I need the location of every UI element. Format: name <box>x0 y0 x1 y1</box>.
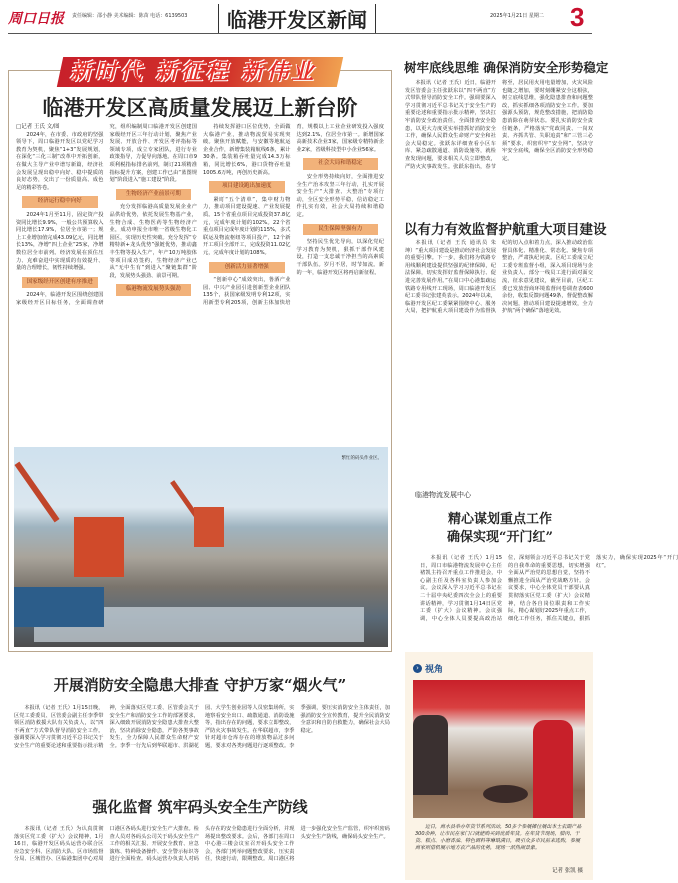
byline: □记者 王氏 文/图 <box>16 124 60 130</box>
paragraph: 2024年，临港开发区围绕创建国家级经开区目标任务，全面调查研究，组织编制周口临港开发区创建国家级经开区三年行动计划，聚焦产业发展、开放合作、开发区考评指标等领域专项，成立专家团队，进行专业政策指导，力促导向落地。在周口市9项利税指标排名前列，制订21项精准指标提升方案，创建工作已由“蓝图规划”阶段进入“施工建设”阶段。 <box>16 124 197 306</box>
section-label-text: 视角 <box>425 665 444 675</box>
subhead: 国家级经开区创建有序推进 <box>22 277 98 289</box>
subhead: 社会大局和谐稳定 <box>303 158 379 170</box>
article-headline: 树牢底线思维 确保消防安全形势稳定 <box>404 60 609 75</box>
section-title: 临港开发区新闻 <box>218 4 376 33</box>
paragraph: 2024年，在市委、市政府的坚强领导下，周口临港开发区以党纪学习教育为契机，聚焦“1+3”发展规划，在深化“三化三制”改革中开拓创新，在做大主导产业中谱写新篇，经济社会发展呈现出稳中向好、稳中提质的良好态势，交出了一份质量高、成色足的精彩答卷。 <box>16 131 104 191</box>
newspaper-logo: 周口日报 <box>8 11 64 27</box>
port-photo <box>14 447 388 647</box>
article-headline-line1: 精心谋划重点工作 <box>447 512 552 527</box>
photo-feature-box <box>405 652 593 880</box>
paragraph: 持续发挥港口区位优势，全面做大临港产业，推动物流贸易实现突破。聚焦开放赋能，与安徽等地航运企业合作，新增集装箱航线6条，累计30条。集装箱吞吐量完成14.3万标箱，同比增长6%，港口货物吞吐量1005.6万吨，再创历史新高。 <box>203 124 291 176</box>
paragraph: 坚持民生优先导向，以深化党纪学习教育为契机，狠抓干部作风建设，打造一支忠诚干净担当的高素质干部队伍。岁月不居，时节如流。新的一年，临港开发区将再启新征程。 <box>296 239 384 276</box>
paragraph: 2024年1月至11月，固定资产投资同比增长9.9%，一般公共预算收入同比增长17.9%，位居全市第一；规上工业增加值完成43.09亿元，同比增长13%，净增“四上企业”25家，净增数位居全市前列。经济发展在顶住压力、克难奋进中实现质的有效提升、量的合理增长，韧性持续增强。 <box>16 211 104 272</box>
article-headline-line2: 确保实现“开门红” <box>447 530 553 545</box>
feature-headline: 临港开发区高质量发展迈上新台阶 <box>42 95 358 120</box>
subhead: 项目建设跑出加速度 <box>209 181 285 193</box>
chevron-right-icon: › <box>413 664 422 673</box>
article-body: 本报讯（记者 王氏）1月15日，周口市临港物流发展中心主任褚凯主持召开重点工作推进会，中心副主任及各科室负责人参加会议。会议深入学习习近平总书记在二十届中央纪委四次全会上的重要讲话精神，学习贯彻1月14日区党工委（扩大）会议精神。会议强调，中心全体人员要提高政治站位，深刻领会习近平总书记关于党的自我革命的重要思想，切实增强全面从严治党的思想自觉，坚持不懈推进全面从严治党战略方针。会议要求，中心全体党员干部要认真贯彻落实区党工委（扩大）会议精神，结合各自岗位职责和工作实际，精心谋划好2025年重点工作，细化工作任务，抓住关键点，狠抓落实力，确保实现2025年“开门红”。 <box>420 555 678 622</box>
paragraph: “创新中心”成效突出，鲁酒产业园、中兴产业园引进创新型企业团队135个，获国家级发明专利12项，实用新型专利205项，创新主体加快培育，规模以上工业企业研发投入强度达到2.1%，位居全市第一。新增国家高新技术企业3家，国家级专精特新企业2家，省级科技型中小企业56家。 <box>203 124 384 306</box>
feature-banner: 新时代 新征程 新伟业 <box>70 59 317 85</box>
section-label <box>413 662 443 675</box>
issue-date: 2025年1月21日 星期二 <box>490 13 544 19</box>
article-body: 本报讯（记者 王氏）近日，临港开发区管委会主任张跃东以“四不两直”方式带队督导消防安全工作。强调要深入学习贯彻习近平总书记关于安全生产的重要论述和重要指示批示精神，坚决扛牢消防安全政治责任，全面排查安全隐患，以更大力度更实举措抓好消防安全工作，确保人民群众生命财产安全和社会大局稳定。张跃东详细查看小区车库、紧急疏散通道、消防设施等，就检查发现问题，要求相关人员立即整改，严防火灾事故发生。张跃东指出，春节将至，居民用火用电量增加，火灾风险也随之增加，要时刻绷紧安全这根弦，树立底线思维，强化隐患排查和问题整改，抓实抓细各项消防安全工作。要加强源头预防，规范整改措施，把消防隐患消除在萌芽状态。要扎实消防安全责任链条，严格落实“党政同责、一岗双责、齐抓共管、失职追责”和“三管三必须”要求，织密织牢“安全网”，坚决守牢安全底线，确保全区消防安全形势稳定。 <box>405 80 593 170</box>
article-headline: 开展消防安全隐患大排查 守护万家“烟火气” <box>53 676 347 694</box>
paragraph: 充分发挥临港高质量发展企业产品供给优势，依托发展生物基产业，生物合成、生物医药等生物经济产业，成功申报全市唯一省级生物化工园区，实现历史性突破。充分发挥“专精特新+龙头优势”强链优势，推动鑫丰生物等投入生产，年产10万吨胶体等项目成功签约，生物经济产业已从“无中生有”到进入“聚链集群”阶段，发展势头强劲、前景可期。 <box>109 204 197 279</box>
subhead: 创新活力显著增强 <box>209 262 285 274</box>
page-number: 3 <box>570 2 585 32</box>
editor-info: 责任编辑：邵小静 美术编辑：陈苗 电话：6139503 <box>72 13 188 19</box>
article-kicker: 临港物流发展中心 <box>415 491 471 499</box>
photo-credit: 记者 张凯 摄 <box>552 868 583 874</box>
article-body: 本报讯（记者 王氏）1月15日晚，区党工委委员、区管委会副主任李季带领区消防救援大队有关负责人，以“四不两直”方式带队督导消防安全工作。强调要深入学习贯彻习近平总书记关于安全生产的重要论述和重要指示批示精神，全面落实区党工委、区管委会关于安全生产和消防安全工作的部署要求，深入细致开展消防安全隐患大排查大整治，坚决消除安全隐患，严防各类事故发生，全力保障人民群众生命财产安全。李季一行先后到华联超市、洪湖花园、大学生创业园等人员密集场所，实地察看安全出口、疏散通道、消防设施等，指出存在的问题，要求立即整改，严防火灾事故发生。在华联超市，李季针对超市仓库存在的堆放物品过多问题，要求对各类问题进行逐项整改。李季强调，要压实消防安全主体责任，加强消防安全宣传教育，提升全民消防安全意识和自防自救能力，确保社会大局稳定。 <box>14 705 390 749</box>
article-headline: 以有力有效监督护航重大项目建设 <box>404 222 607 238</box>
photo-caption: 近日，商水县举办年货节系列活动，50多个参展摊位展出本土农副产品300余种，让市民在家门口就能购买到优质年货。在年货节现场，腊肉、干货、糕点、小磨香油、特色调料等琳琅满目，吸引众多市民前来选购，参展商家则借机展示地方农产品的优势，现场一派热闹景象。 <box>415 824 582 851</box>
market-photo <box>413 680 585 818</box>
feature-body <box>16 124 384 442</box>
article-headline: 强化监督 筑牢码头安全生产防线 <box>92 798 308 816</box>
article-body: 本报讯（记者 王氏 通讯员 朱坤）“重大项目建设是推动经济社会发展的重要引擎。下一步，我们将为铁路专用线顺利建设提供坚强的纪律保障，纪法保障，切实发挥好监督保障执行、促进完善发展作用。”在周口中心港集疏运铁路专用线开工现场，周口临港开发区纪工委书记张建英表示。2024年以来，临港开发区纪工委紧紧围绕中心、服务大局，把护航重大项目建设作为监督执纪的切入点和着力点，深入推动政治监督具体化、精准化、常态化。聚焦专项整治，严肃执纪问责。区纪工委成立纪工委专班监督小组，深入项目现场与企业负责人、部分一线员工进行面对面交流，征求意见建议，截至目前，区纪工委已发放营商环境监督问卷调查表600余份，收集反馈问题49条，督促整改解决问题，推动项目建设提速增效，全力护航“两个确保”落地见效。 <box>405 240 593 315</box>
subhead: 生物经济产业前景可期 <box>116 189 192 201</box>
masthead-rule <box>8 33 592 34</box>
photo-caption: 繁忙的码头作业区。 <box>341 456 382 461</box>
subhead: 临港物流发展势头强劲 <box>116 284 192 296</box>
paragraph: 安全形势持续向好，全面推进安全生产治本攻坚三年行动，扎实开展安全生产“大排查、大整治”专项行动，全区安全形势平稳，信访稳定工作扎实有效，社会大局持续和谐稳定。 <box>296 173 384 218</box>
subhead: 民生保障坚强有力 <box>303 224 379 236</box>
paragraph: 紧盯“五个清单”，集中财力物力，推动项目建设提速、产业发展提质。15个省重点项目完成投资37.8亿元，完成年度计划的102%。22个省重点项目完成年度计划的115%，多式联运及物流枢纽等项目投产，12个新开工项目全部开工，完成投资11.02亿元，完成年度计划的108%。 <box>203 196 291 256</box>
article-body: 本报讯（记者 王氏）为认真贯彻落实区党工委（扩大）会议精神，1月16日，临港开发区码头运营办联合区应急安全科、区消防大队、区市场监督分局、区城管办、区临港集团中心对周口港区各码头进行安全生产大排查。检查人员对各码头公司关于码头安全生产工作的相关汇报、开展安全教育、应急演练、特种设备操作、安全警示标识等进行全面检查。码头运营办负责人对码头存在的安全隐患进行全面分析，并现场提出整改要求。会后，各部门在周口中心港三楼会议室召开码头安全工作会，各部门列举问题整改要求，压实责任，快速行动，限期整改。周口港区将进一步强化安全生产监管，织牢织密码头安全生产防线，确保码头安全生产。 <box>14 826 390 863</box>
subhead: 经济运行稳中向好 <box>22 196 98 208</box>
